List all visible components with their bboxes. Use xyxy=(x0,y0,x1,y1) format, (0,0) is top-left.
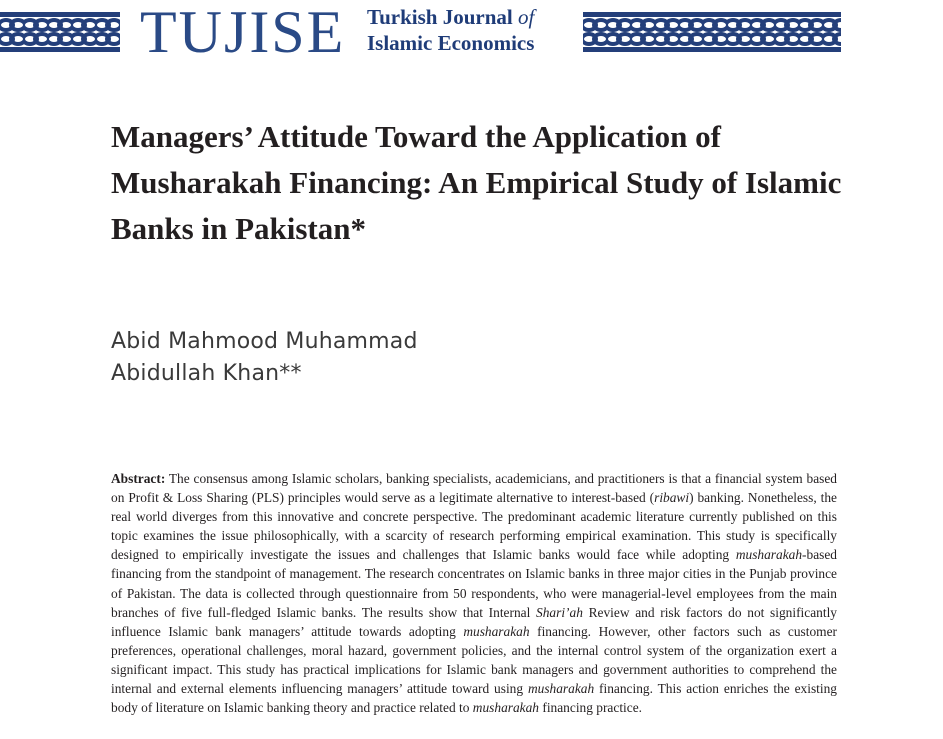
journal-name-line1 xyxy=(367,4,534,30)
chain-ornament-icon xyxy=(0,11,120,53)
right-ornament-band xyxy=(583,11,841,53)
journal-name xyxy=(367,4,534,56)
abstract-text: ) banking. Nonetheless, the real world diverges from this innovative and concrete perspective. The predominant academic literature currently published on this topic examines the issue philosophically, with a scarcity of research performing empirical examination. This study is specifically designed to empirically investigate the issues and challenges that Islamic banks would face while adopting xyxy=(111,490,837,563)
journal-name-line2: Islamic Economics xyxy=(367,31,535,55)
author-list xyxy=(111,326,418,390)
abstract-italic-term: ribawi xyxy=(654,490,690,506)
abstract-italic-term: Shari’ah xyxy=(536,604,583,620)
abstract-text: -based financing from the standpoint of management. The research concentrates on Islamic banks in three major cities in the Punjab province of Pakistan. The data is collected through questionnaire from 50 respondents, who were managerial-level employees from the main branches of five full-fledged Islamic banks. The results show that Internal xyxy=(111,547,837,620)
abstract-body xyxy=(111,471,837,715)
abstract-text: Review and risk factors do not significantly influence Islamic bank managers’ attitude towards adopting xyxy=(111,604,837,639)
chain-ornament-icon xyxy=(583,11,841,53)
abstract-italic-term: musharakah xyxy=(527,681,595,697)
abstract xyxy=(111,469,837,717)
left-ornament-band xyxy=(0,11,120,53)
author-name: Abidullah Khan** xyxy=(111,361,302,386)
abstract-italic-term: musharakah xyxy=(472,700,540,716)
abstract-text: financing. However, other factors such as customer preferences, operational challenges, moral hazard, government policies, and the internal control system of the organization exert a significant impact. This study has practical implications for Islamic bank managers and government authorities to comprehend the internal and external elements influencing managers’ attitude toward using xyxy=(111,623,837,697)
journal-logo: TUJISE xyxy=(140,0,346,65)
journal-name-of: of xyxy=(517,5,535,29)
abstract-italic-term: musharakah xyxy=(463,623,530,639)
article-title: Managers’ Attitude Toward the Application of Musharakah Financing: An Empirical Study of Islamic Banks in Pakistan* xyxy=(111,119,842,246)
abstract-label: Abstract: xyxy=(111,471,166,486)
abstract-text: financing. This action enriches the existing body of literature on Islamic banking theory and practice related to xyxy=(111,681,837,716)
abstract-text: financing practice. xyxy=(539,700,642,716)
author-name: Abid Mahmood Muhammad xyxy=(111,329,418,354)
abstract-italic-term: musharakah xyxy=(735,547,803,563)
journal-name-part1: Turkish Journal xyxy=(367,5,513,29)
abstract-text: The consensus among Islamic scholars, banking specialists, academicians, and practitioners is that a financial system based on Profit & Loss Sharing (PLS) principles would serve as a legitimate alternative to interest-based ( xyxy=(111,471,837,506)
